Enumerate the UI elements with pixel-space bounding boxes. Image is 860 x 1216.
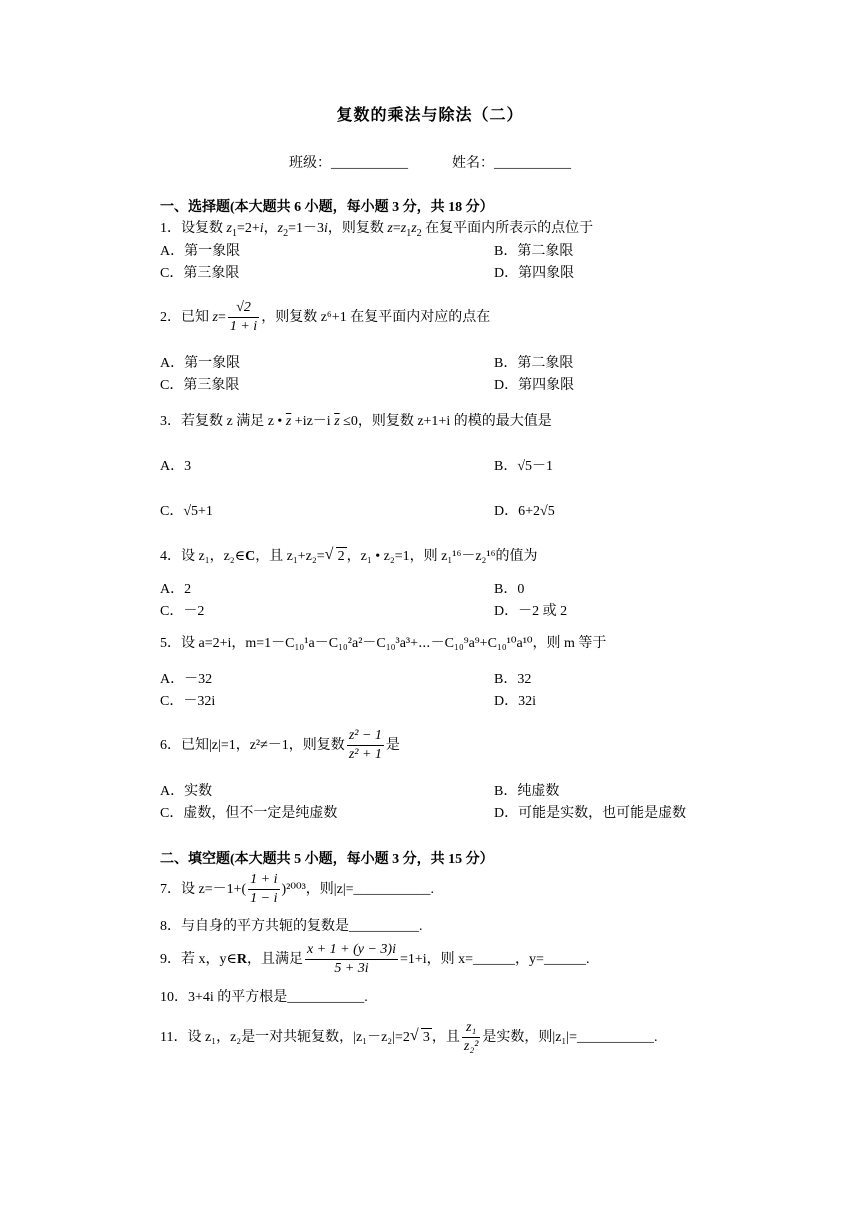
question-2: 2．已知 z= $\frac{√2}{1 + i}$ ，则复数 z⁶+1 在复平面内对应的点在	[160, 300, 491, 335]
section-heading-fill: 二、填空题(本大题共 5 小题，每小题 3 分，共 15 分）	[160, 852, 494, 867]
q1-option-b: B．第二象限	[494, 244, 574, 259]
q1-option-d: D．第四象限	[494, 266, 575, 281]
q6-option-c: C．虚数，但不一定是纯虚数	[160, 806, 338, 821]
q11-fraction: $\frac{\text{z₁}}{\text{z₂²}}$	[463, 1020, 479, 1055]
q1-option-c: C．第三象限	[160, 266, 240, 281]
name-label: 姓名：	[452, 156, 494, 171]
page-title: 复数的乘法与除法（二）	[336, 107, 524, 124]
q5-option-b: B．32	[494, 672, 532, 687]
q1-option-a: A．第一象限	[160, 244, 241, 259]
q4-option-b: B．0	[494, 582, 525, 597]
student-info	[0, 152, 860, 172]
question-4: 4．设 z₁，z₂∈C，且 z₁+z₂= √ 2 ，z₁ • z₂=1，则 z₁¹⁶－z₂¹⁶的值为	[160, 547, 538, 567]
q4-option-a: A．2	[160, 582, 192, 597]
q6-option-b: B．纯虚数	[494, 784, 560, 799]
q4-option-c: C．－2	[160, 604, 205, 619]
q2-option-d: D．第四象限	[494, 378, 575, 393]
q3-option-d: D．6+2√5	[494, 504, 555, 519]
sqrt-symbol: √ 2	[327, 547, 347, 567]
q2-option-b: B．第二象限	[494, 356, 574, 371]
question-9: 9．若 x，y∈R，且满足 $\frac{x + 1 + (y - 3)i}{5 + 3i}$ =1+i，则 x=______，y=______.	[160, 942, 590, 977]
sqrt-symbol: √ 3	[412, 1016, 432, 1060]
q2-option-c: C．第三象限	[160, 378, 240, 393]
question-11: 11．设 z₁，z₂是一对共轭复数，|z₁－z₂|=2 √ 3 ，且 $\frac{\text{z₁}}{\text{z₂²}}$ 是实数，则|z₁|=___________.	[160, 1016, 658, 1060]
q9-fraction: $\frac{x + 1 + (y - 3)i}{5 + 3i}$	[307, 942, 396, 977]
q5-option-a: A．－32	[160, 672, 213, 687]
question-10: 10．3+4i 的平方根是___________.	[160, 990, 368, 1005]
q3-option-c: C．√5+1	[160, 504, 213, 519]
q7-fraction: $\frac{1 + i}{1 - i}$	[250, 872, 278, 907]
question-1: 1．设复数 $z_1=2+i$，$z_2=1-3i$，则复数 $z=z_1z_2$ 在复平面内所表示的点位于	[160, 221, 594, 239]
q6-option-a: A．实数	[160, 784, 213, 799]
question-5: 5．设 a=2+i，m=1－C₁₀¹a－C₁₀²a²－C₁₀³a³+⋯－C₁₀⁹a⁹+C₁₀¹⁰a¹⁰，则 m 等于	[160, 636, 607, 651]
question-6: 6．已知|z|=1，z²≠－1，则复数 $\frac{\text{z² − 1}}{\text{z² + 1}}$ 是	[160, 728, 400, 763]
q6-option-d: D．可能是实数，也可能是虚数	[494, 806, 687, 821]
q3-option-b: B．√5－1	[494, 459, 554, 474]
q2-fraction: $\frac{√2}{1 + i}$	[229, 300, 258, 335]
question-7: 7．设 z=－1+( $\frac{1 + i}{1 - i}$ )²⁰⁰³，则|z|=___________.	[160, 872, 435, 907]
q3-option-a: A．3	[160, 459, 192, 474]
question-8: 8．与自身的平方共轭的复数是__________.	[160, 919, 423, 934]
q4-option-d: D．－2 或 2	[494, 604, 568, 619]
question-3: 3．若复数 z 满足 z • $\overline{z} +iz-i$ $\overline{z} \le 0$，则复数 z+1+i 的模的最大值是	[160, 414, 552, 429]
q5-option-c: C．－32i	[160, 694, 216, 709]
name-blank[interactable]: ___________	[494, 156, 571, 171]
section-heading-choice: 一、选择题(本大题共 6 小题，每小题 3 分，共 18 分）	[160, 200, 494, 215]
class-label: 班级：	[289, 156, 331, 171]
q5-option-d: D．32i	[494, 694, 536, 709]
q2-option-a: A．第一象限	[160, 356, 241, 371]
class-blank[interactable]: ___________	[331, 156, 408, 171]
q6-fraction: $\frac{\text{z² − 1}}{\text{z² + 1}}$	[348, 728, 382, 763]
